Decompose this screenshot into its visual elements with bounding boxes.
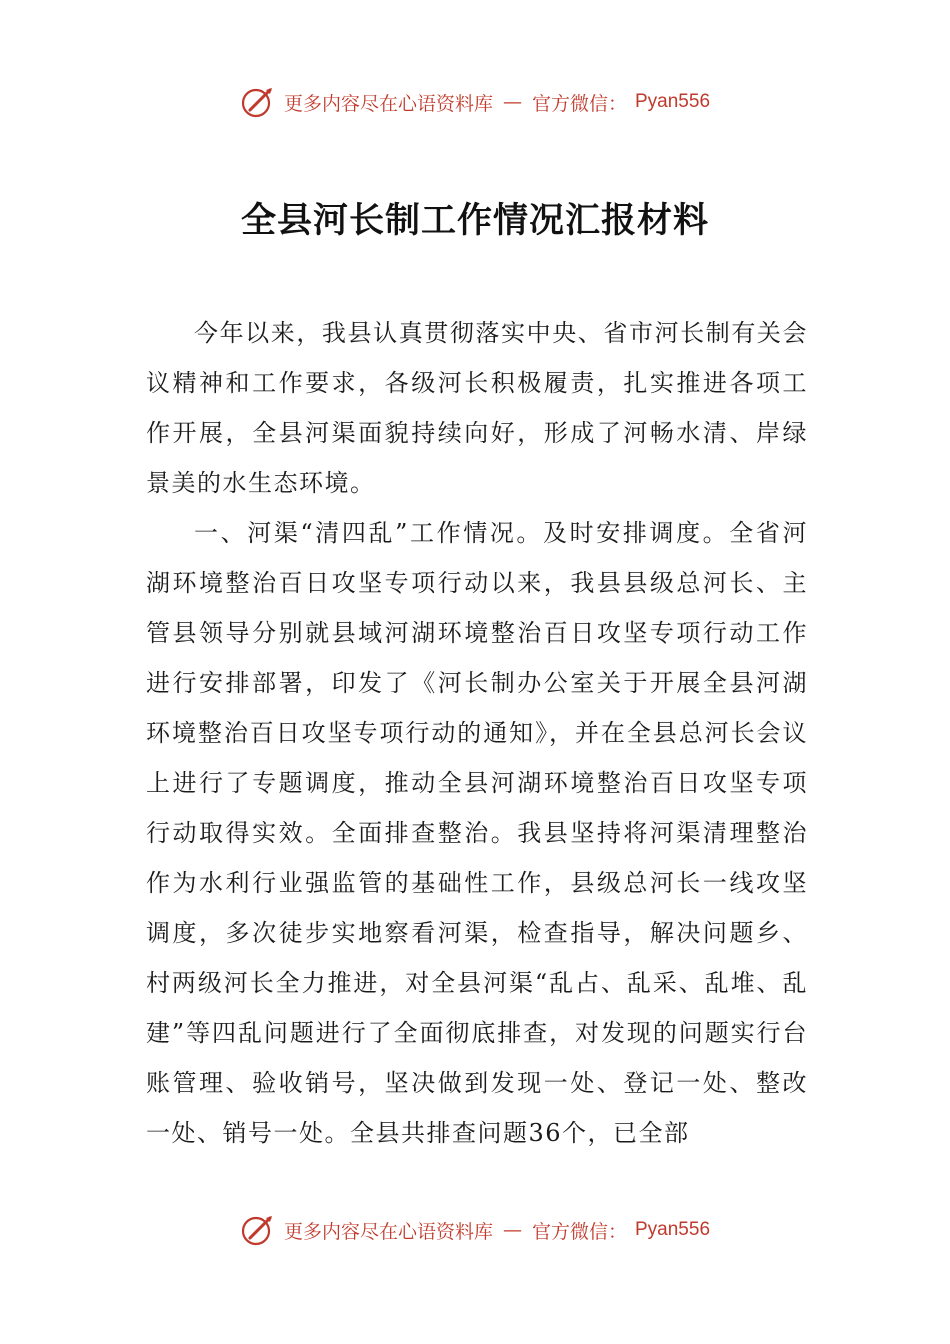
watermark-brand: 更多内容尽在心语资料库 <box>283 1220 493 1243</box>
pen-logo-icon <box>240 1212 276 1248</box>
watermark-wechat-id: Pyan556 <box>635 1219 711 1240</box>
watermark-separator: — <box>502 91 522 113</box>
footer-watermark <box>0 1210 950 1250</box>
watermark-wechat-id: Pyan556 <box>635 91 711 112</box>
paragraph: 一、河渠“清四乱”工作情况。及时安排调度。全省河湖环境整治百日攻坚专项行动以来，我县县级总河长、主管县领导分别就县域河湖环境整治百日攻坚专项行动工作进行安排部署，印发了《河长制办公室关于开展全县河湖环境整治百日攻坚专项行动的通知》，并在全县总河长会议上进行了专题调度，推动全县河湖环境整治百日攻坚专项行动取得实效。全面排查整治。我县坚持将河渠清理整治作为水利行业强监管的基础性工作，县级总河长一线攻坚调度，多次徒步实地察看河渠，检查指导，解决问题乡、村两级河长全力推进，对全县河渠“乱占、乱采、乱堆、乱建”等四乱问题进行了全面彻底排查，对发现的问题实行台账管理、验收销号，坚决做到发现一处、登记一处、整改一处、销号一处。全县共排查问题36个，已全部 <box>146 519 808 1147</box>
watermark-official: 官方微信： <box>531 1220 627 1243</box>
header-watermark <box>0 82 950 122</box>
pen-logo-icon <box>240 84 276 120</box>
watermark-official: 官方微信： <box>531 92 627 115</box>
document-body <box>146 308 808 1158</box>
watermark-brand: 更多内容尽在心语资料库 <box>283 92 493 115</box>
paragraph: 今年以来，我县认真贯彻落实中央、省市河长制有关会议精神和工作要求，各级河长积极履责，扎实推进各项工作开展，全县河渠面貌持续向好，形成了河畅水清、岸绿景美的水生态环境。 <box>146 319 808 497</box>
document-title: 全县河长制工作情况汇报材料 <box>240 200 709 242</box>
watermark-separator: — <box>502 1219 522 1241</box>
